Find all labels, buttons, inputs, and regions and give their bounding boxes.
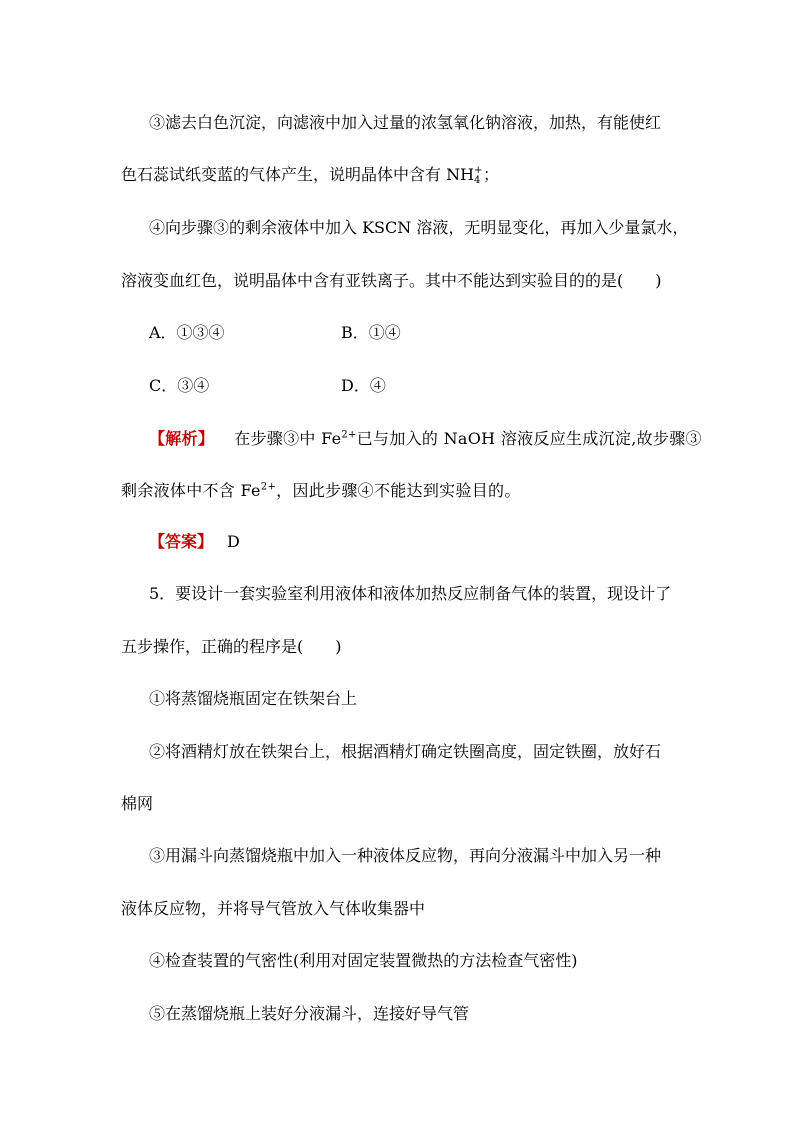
q5-stem-line1: 5．要设计一套实验室利用液体和液体加热反应制备气体的装置，现设计了 xyxy=(149,584,672,603)
q5-stem-line2: 五步操作，正确的程序是( ) xyxy=(121,637,342,656)
q4-step4-line2: 溶液变血红色，说明晶体中含有亚铁离子。其中不能达到实验目的的是( ) xyxy=(121,271,662,290)
solution-line1 xyxy=(149,429,702,449)
q5-step1: ①将蒸馏烧瓶固定在铁架台上 xyxy=(149,689,358,708)
solution-text1-a: 在步骤③中 Fe xyxy=(234,429,342,448)
solution-text2-b: ，因此步骤④不能达到实验目的。 xyxy=(276,481,521,500)
answer-tag: 【答案】 xyxy=(149,532,214,551)
q4-step3-line2-text: 色石蕊试纸变蓝的气体产生，说明晶体中含有 NH xyxy=(121,165,475,184)
q4-option-d[interactable]: D．④ xyxy=(341,376,386,395)
q5-step5: ⑤在蒸馏烧瓶上装好分液漏斗，连接好导气管 xyxy=(149,1004,470,1023)
q4-step3-line1: ③滤去白色沉淀，向滤液中加入过量的浓氢氧化钠溶液，加热，有能使红 xyxy=(149,113,662,132)
q5-step3-line1: ③用漏斗向蒸馏烧瓶中加入一种液体反应物，再向分液漏斗中加入另一种 xyxy=(149,846,662,865)
q4-option-b[interactable]: B．①④ xyxy=(341,323,401,342)
solution-line2 xyxy=(121,481,521,501)
nh4-charge: + xyxy=(474,165,483,176)
q5-step3-line2: 液体反应物，并将导气管放入气体收集器中 xyxy=(121,899,426,918)
solution-text1-b: 已与加入的 NaOH 溶液反应生成沉淀,故步骤③ xyxy=(356,429,702,448)
solution-text2-a: 剩余液体中不含 Fe xyxy=(121,481,261,500)
nh4-subscript: 4 xyxy=(474,175,481,186)
q5-step2-line1: ②将酒精灯放在铁架台上，根据酒精灯确定铁圈高度，固定铁圈，放好石 xyxy=(149,742,662,761)
answer-line xyxy=(149,532,240,552)
q5-step2-line2: 棉网 xyxy=(121,794,154,813)
solution-tag: 【解析】 xyxy=(149,429,215,448)
q4-option-c[interactable]: C．③④ xyxy=(149,376,210,395)
q4-option-a[interactable]: A．①③④ xyxy=(149,323,225,342)
nh4-ion-script xyxy=(474,165,483,186)
fe-charge-2: 2+ xyxy=(260,481,277,493)
answer-value: D xyxy=(227,532,240,551)
q4-step4-line1: ④向步骤③的剩余液体中加入 KSCN 溶液，无明显变化，再加入少量氯水， xyxy=(149,218,689,237)
q5-step4: ④检查装置的气密性(利用对固定装置微热的方法检查气密性) xyxy=(149,951,578,970)
q4-step3-line2 xyxy=(121,165,499,185)
fe-charge-1: 2+ xyxy=(341,429,357,441)
q4-step3-line2-end: ； xyxy=(483,165,500,184)
